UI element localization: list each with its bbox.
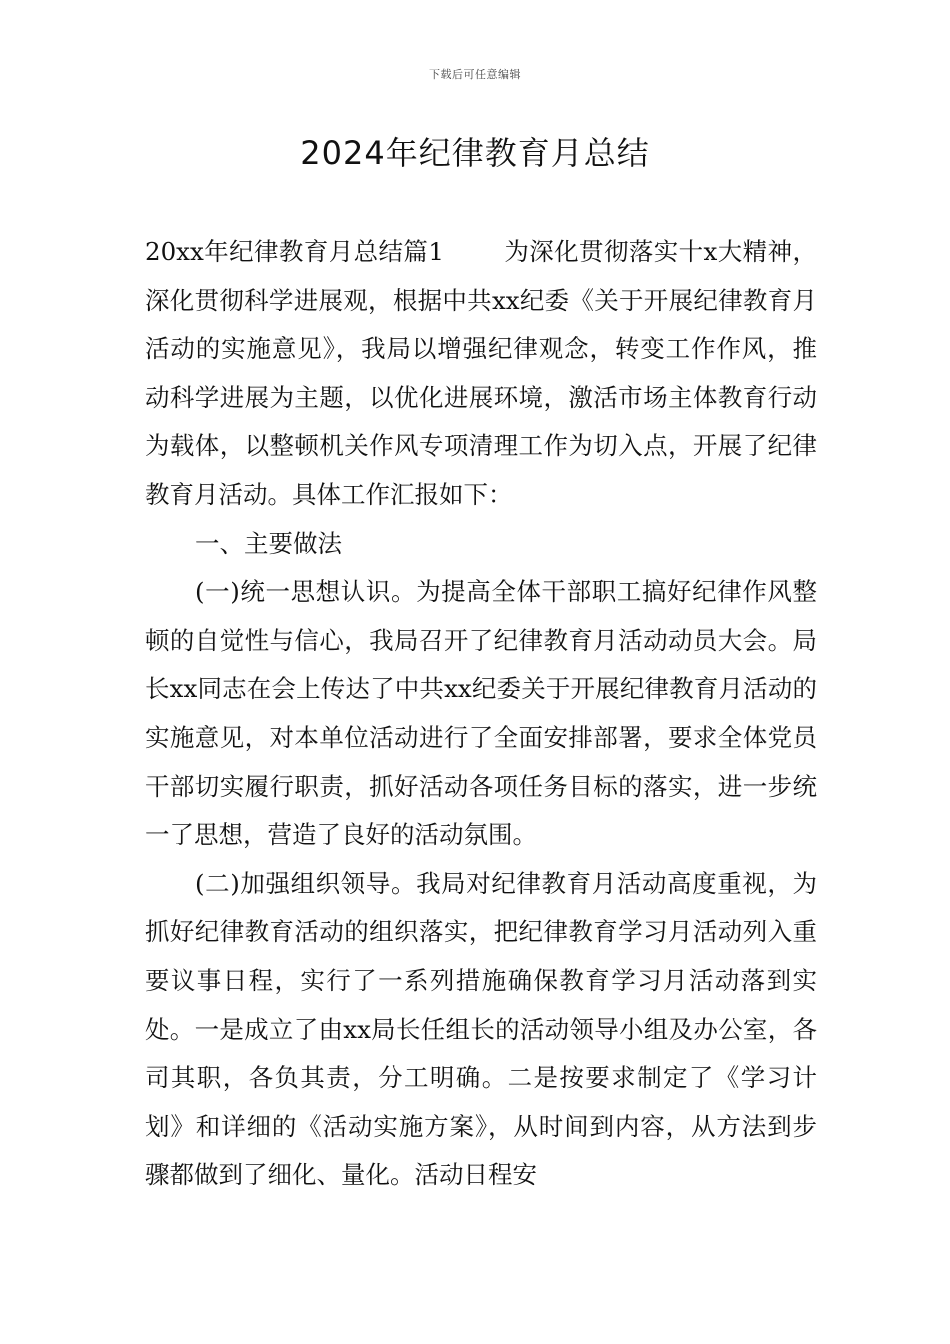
intro-text: 为深化贯彻落实十x大精神，深化贯彻科学进展观，根据中共xx纪委《关于开展纪律教育月活动的实施意见》，我局以增强纪律观念，转变工作作风，推动科学进展为主题，以优化进展环境，激活市场主体教育行动为载体，以整顿机关作风专项清理工作为切入点，开展了纪律教育月活动。具体工作汇报如下： [145, 237, 817, 509]
intro-paragraph [145, 228, 817, 520]
section-heading: 一、主要做法 [195, 528, 342, 558]
document-title: 2024年纪律教育月总结 [300, 134, 650, 172]
paragraph-1: (一)统一思想认识。为提高全体干部职工搞好纪律作风整顿的自觉性与信心，我局召开了纪律教育月活动动员大会。局长xx同志在会上传达了中共xx纪委关于开展纪律教育月活动的实施意见，对本单位活动进行了全面安排部署，要求全体党员干部切实履行职责，抓好活动各项任务目标的落实，进一步统一了思想，营造了良好的活动氛围。 [145, 577, 817, 850]
intro-lead: 20xx年纪律教育月总结篇1 [145, 237, 444, 266]
paragraph-2: (二)加强组织领导。我局对纪律教育月活动高度重视，为抓好纪律教育活动的组织落实，把纪律教育学习月活动列入重要议事日程，实行了一系列措施确保教育学习月活动落到实处。一是成立了由xx局长任组长的活动领导小组及办公室，各司其职，各负其责，分工明确。二是按要求制定了《学习计划》和详细的《活动实施方案》，从时间到内容，从方法到步骤都做到了细化、量化。活动日程安 [145, 868, 817, 1190]
header-note: 下载后可任意编辑 [429, 68, 521, 81]
document-body [145, 228, 817, 1200]
